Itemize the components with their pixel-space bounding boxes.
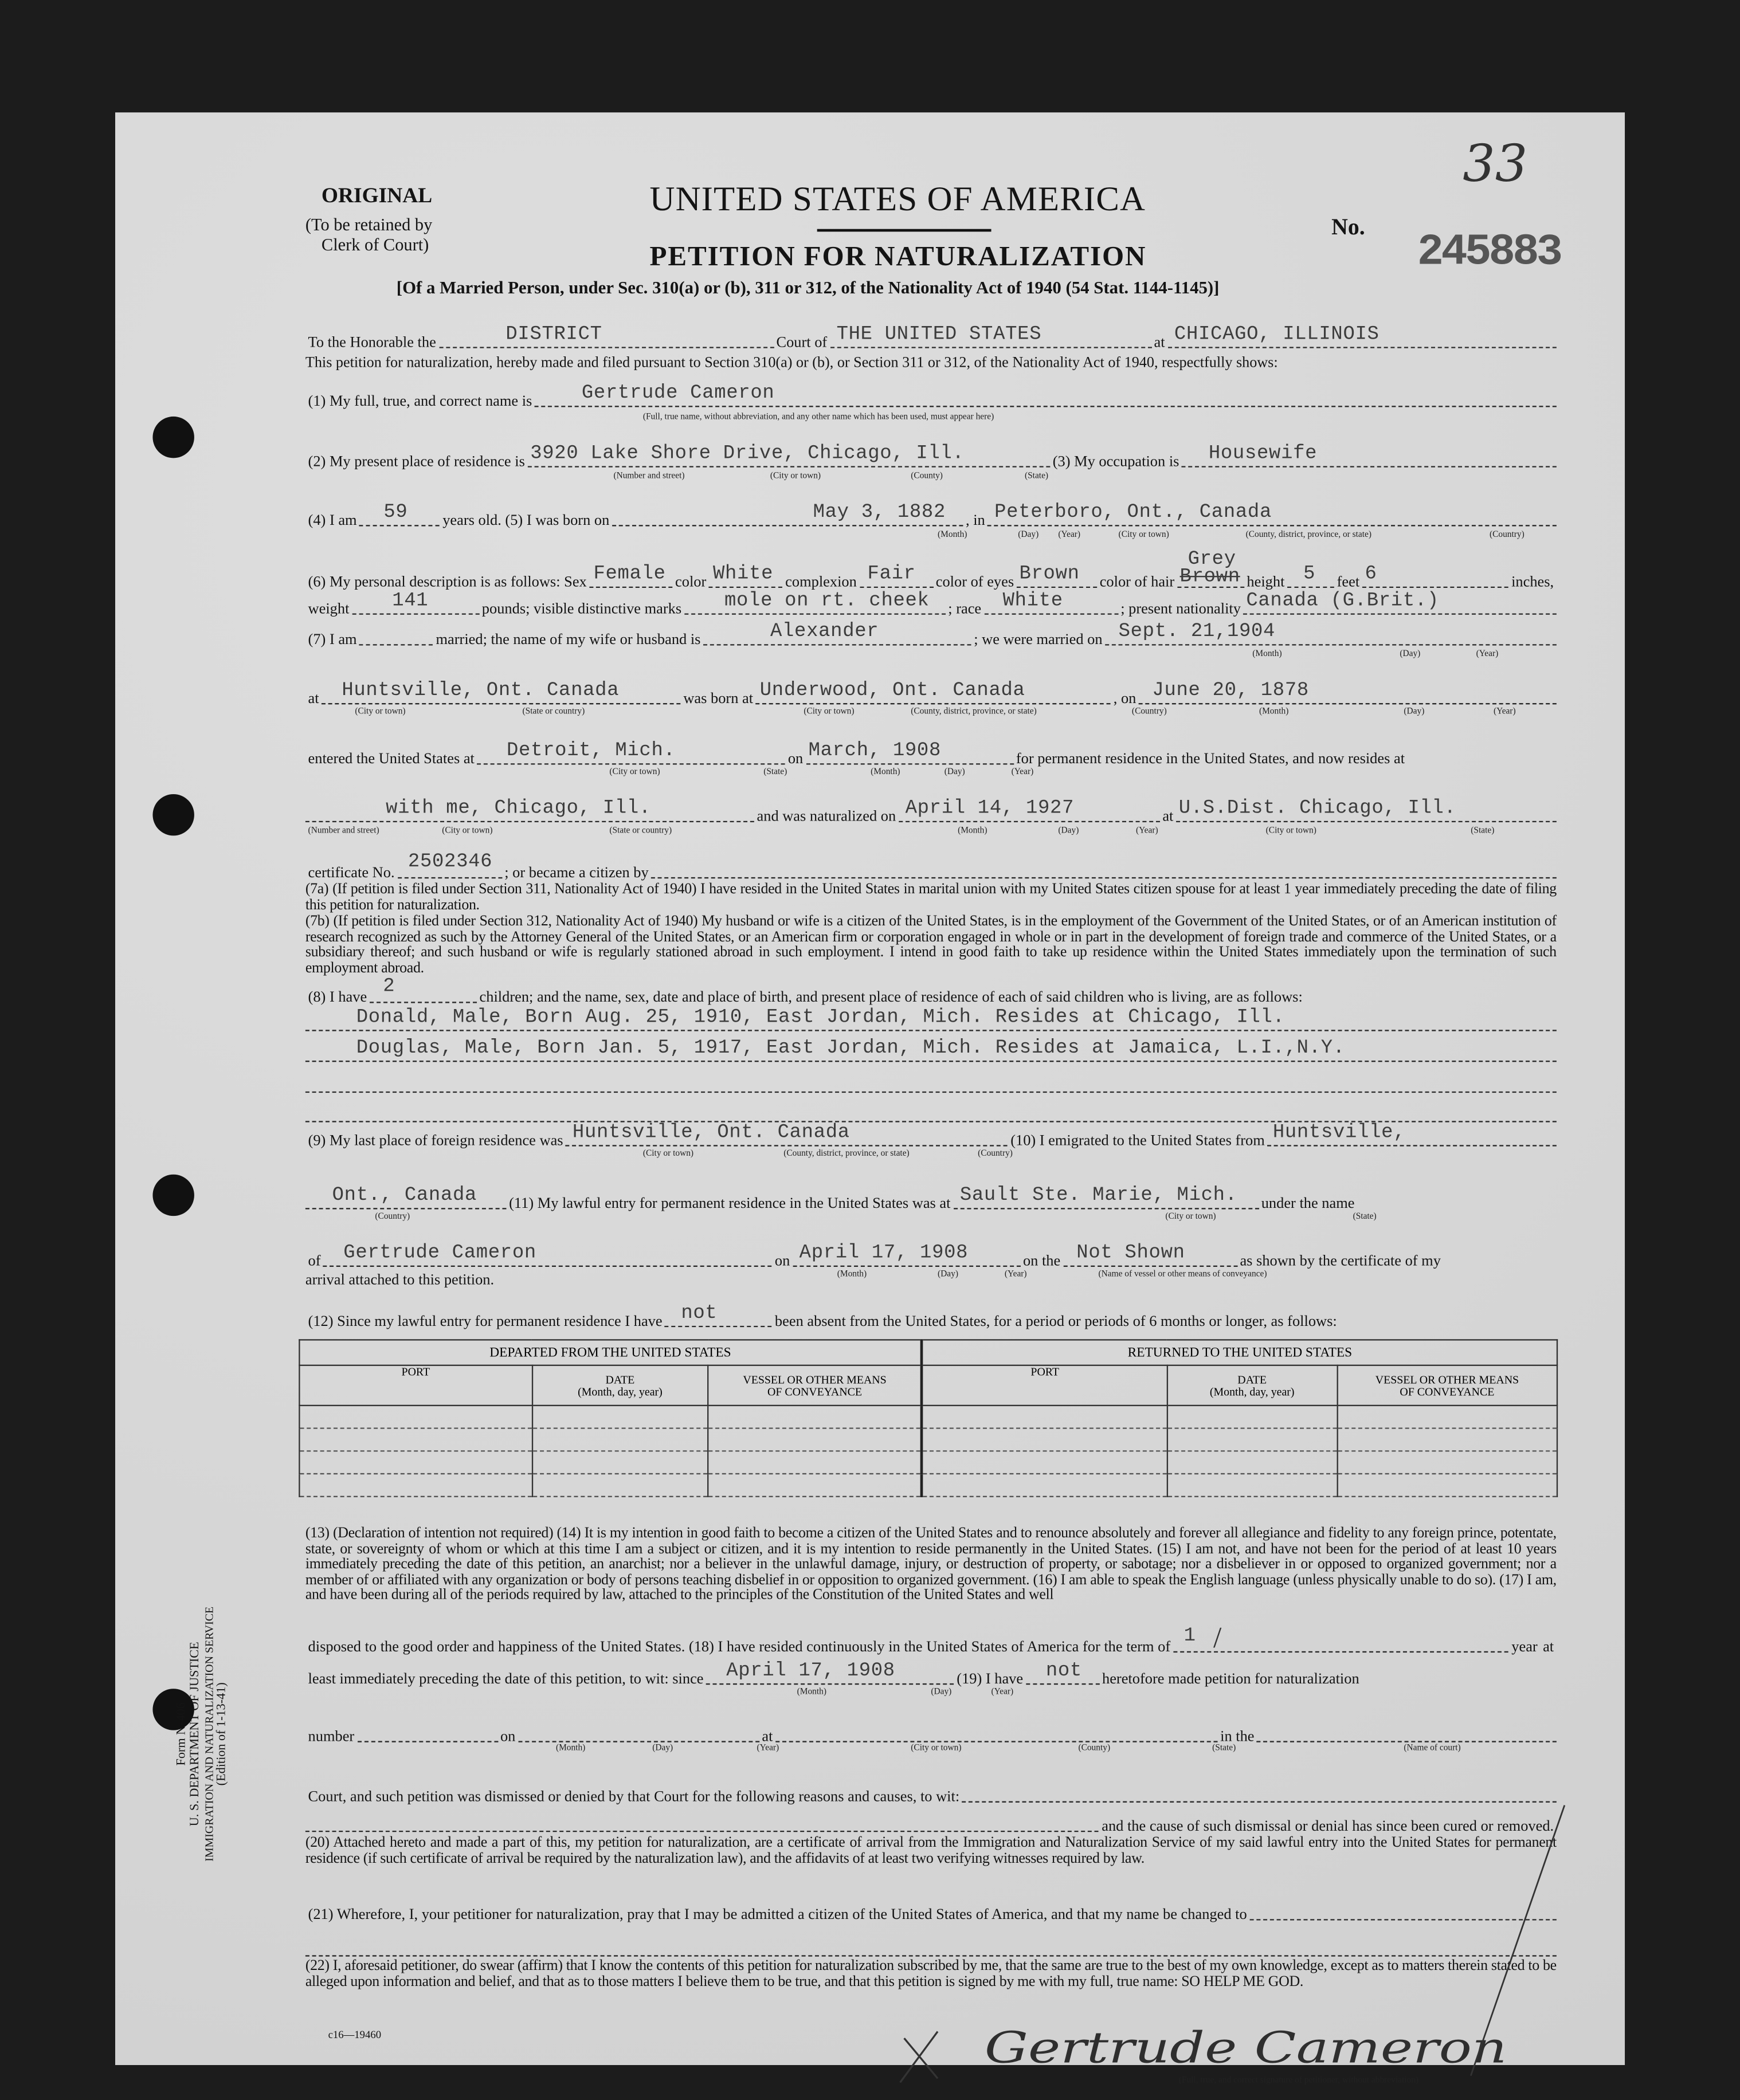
- dismissal-reason-continued-field[interactable]: [305, 1812, 1099, 1832]
- table-row: [299, 1451, 1557, 1474]
- value: Gertrude Cameron: [343, 1242, 536, 1265]
- retained-note: Clerk of Court): [321, 234, 429, 255]
- retained-note: (To be retained by: [305, 214, 433, 235]
- value: Huntsville,: [1272, 1122, 1406, 1144]
- label: disposed to the good order and happiness of the United States. (18) I have resided continuously in the United States of America for the term of: [308, 1639, 1171, 1655]
- value: with me, Chicago, Ill.: [386, 798, 651, 820]
- label: (21) Wherefore, I, your petitioner for naturalization, pray that I may be admitted a citizen of the United States of America, and that my name be changed to: [308, 1907, 1247, 1924]
- value: Peterboro, Ont., Canada: [994, 502, 1272, 524]
- age-birth-row: [305, 502, 1557, 529]
- vessel-field[interactable]: [1063, 1242, 1237, 1267]
- prior-court-field[interactable]: [1257, 1722, 1557, 1742]
- weight-field[interactable]: [352, 590, 479, 615]
- form-identification: [175, 1607, 229, 1862]
- caption: (State): [1024, 471, 1049, 481]
- court-of-field[interactable]: [830, 324, 1151, 348]
- absent-field[interactable]: [665, 1303, 772, 1327]
- value: June 20, 1878: [1152, 680, 1309, 702]
- birth-place-field[interactable]: [987, 502, 1556, 526]
- height-inches-field[interactable]: [1362, 563, 1509, 588]
- entry-date-field[interactable]: [793, 1242, 1020, 1267]
- label: (Month, day, year): [1209, 1384, 1295, 1398]
- label: OF CONVEYANCE: [767, 1384, 863, 1398]
- caption: (City or town): [355, 707, 406, 717]
- label: Court of: [776, 335, 828, 351]
- label: (9) My last place of foreign residence was: [308, 1133, 563, 1149]
- caption: (Day): [1058, 826, 1079, 836]
- caption: (Day): [944, 767, 965, 777]
- signature-x-mark: [900, 2032, 938, 2083]
- caption: (Name of court): [1404, 1744, 1461, 1753]
- table-row: [299, 1428, 1557, 1451]
- punch-hole: [152, 417, 194, 458]
- label: on: [787, 751, 804, 768]
- child-row: [305, 1101, 1557, 1125]
- label: at: [1162, 808, 1174, 825]
- label: color of hair: [1099, 574, 1175, 591]
- eyes-field[interactable]: [1017, 563, 1097, 588]
- caption: (Year): [757, 1744, 779, 1753]
- child-field[interactable]: [305, 1007, 1557, 1031]
- value: THE UNITED STATES: [836, 324, 1042, 346]
- occupation-field[interactable]: [1182, 443, 1557, 468]
- spouse-entry-place-field[interactable]: [477, 740, 786, 764]
- child-row: [305, 1007, 1557, 1034]
- child-field[interactable]: [305, 1102, 1557, 1122]
- label: children; and the name, sex, date and place of birth, and present place of residence of each of said children who is living, are as follows:: [479, 990, 1303, 1006]
- col-port: PORT: [922, 1365, 1167, 1406]
- label: ; or became a citizen by: [504, 865, 649, 881]
- race-field[interactable]: [984, 590, 1118, 615]
- number-label: No.: [1331, 214, 1365, 240]
- value: 2502346: [407, 851, 493, 873]
- caption: (City or town): [1165, 1212, 1216, 1222]
- label: To the Honorable the: [308, 335, 436, 351]
- married-field[interactable]: [359, 625, 433, 645]
- value: 59: [383, 502, 408, 524]
- value: not: [681, 1303, 718, 1325]
- label: (11) My lawful entry for permanent residence in the United States was at: [509, 1196, 951, 1212]
- caption: (State): [763, 767, 787, 777]
- entry-place-field[interactable]: [953, 1185, 1259, 1209]
- value: Donald, Male, Born Aug. 25, 1910, East Jordan, Mich. Resides at Chicago, Ill.: [356, 1007, 1285, 1029]
- caption: (County): [1078, 1744, 1111, 1753]
- naturalized-date-field[interactable]: [899, 798, 1160, 822]
- value: Detroit, Mich.: [507, 740, 676, 762]
- caption: (Year): [1476, 649, 1499, 659]
- value: White: [1002, 590, 1063, 613]
- spouse-residence-row: [305, 798, 1557, 825]
- prior-place-field[interactable]: [775, 1722, 1217, 1742]
- label: (6) My personal description is as follows: Sex: [308, 574, 587, 591]
- label: year: [1511, 1639, 1538, 1655]
- absence-table: [299, 1339, 1558, 1497]
- child-field[interactable]: [305, 1073, 1557, 1093]
- foreign-residence-field[interactable]: [566, 1122, 1008, 1147]
- certificate-field[interactable]: [397, 851, 501, 878]
- label: (8) I have: [308, 990, 367, 1006]
- label: (Month, day, year): [578, 1384, 663, 1398]
- entry-name-field[interactable]: [323, 1242, 772, 1267]
- caption: (Full, true name, without abbreviation, and any other name which has been used, must appear here): [642, 412, 994, 422]
- label: VESSEL OR OTHER MEANS: [1375, 1372, 1519, 1385]
- caption: (Day): [1400, 649, 1421, 659]
- caption: (Year): [1004, 1269, 1027, 1279]
- term-field[interactable]: [1173, 1620, 1509, 1654]
- label: height: [1247, 574, 1285, 591]
- court-row: [305, 324, 1557, 351]
- name-change-continued-row: [305, 1935, 1557, 1959]
- label: ; we were married on: [974, 632, 1103, 649]
- entry-name-row: [305, 1242, 1557, 1270]
- label: VESSEL OR OTHER MEANS: [743, 1372, 887, 1385]
- label: (1) My full, true, and correct name is: [308, 394, 532, 410]
- service: IMMIGRATION AND NATURALIZATION SERVICE: [202, 1606, 216, 1862]
- label: certificate No.: [308, 865, 395, 881]
- residence-term-row: [305, 1620, 1557, 1655]
- caption: (County, district, province, or state): [911, 707, 1037, 717]
- label: on: [774, 1253, 790, 1270]
- label: of: [308, 1253, 321, 1270]
- value: Female: [593, 563, 666, 586]
- label: , on: [1113, 690, 1137, 708]
- label: OF CONVEYANCE: [1400, 1384, 1495, 1398]
- value: Douglas, Male, Born Jan. 5, 1917, East Jordan, Mich. Resides at Jamaica, L.I.,N.Y.: [356, 1038, 1345, 1059]
- residence-row: [305, 443, 1557, 470]
- label: in the: [1220, 1729, 1255, 1745]
- caption: (Day): [1018, 530, 1039, 540]
- dismissal-row: [305, 1781, 1557, 1805]
- caption: (County): [911, 471, 943, 481]
- form-number: Form N-406: [175, 1702, 189, 1766]
- label: heretofore made petition for naturalization: [1102, 1671, 1359, 1687]
- items-13-17: (13) (Declaration of intention not required) (14) It is my intention in good faith to become a citizen of the United States and to renounce absolutely and forever all allegiance and fidelity to any foreign prince, potentate, state, or sovereignty of whom or which at this time I am a subject or citizen, and it is my intention to reside permanently in the United States. (15) I am not, and have not been for the period of at least 10 years immediately preceding the date of this petition, an anarchist; nor a believer in the unlawful damage, injury, or destruction of property, or sabotage; nor a disbeliever in or opposed to organized government; nor a member of or affiliated with any organization or body of persons teaching disbelief in or opposition to organized government. (16) I am able to speak the English language (unless physically unable to do so). (17) I am, and have been during all of the periods required by law, attached to the principles of the Constitution of the United States and well: [305, 1525, 1557, 1604]
- value: May 3, 1882: [813, 502, 946, 524]
- table-row: [299, 1406, 1557, 1428]
- handwritten-slash: /: [1213, 1620, 1222, 1654]
- value: CHICAGO, ILLINOIS: [1174, 324, 1380, 346]
- item-7b: (7b) (If petition is filed under Section 312, Nationality Act of 1940) My husband or wife is a citizen of the United States, is in the employment of the Government of the United States, or of an American institution of research recognized as such by the Attorney General of the United States, or an American firm or corporation engaged in whole or in part in the development of foreign trade and commerce of the United States, or a subsidiary thereof; and such husband or wife is regularly stationed abroad in such employment. I intend in good faith to take up residence within the United States immediately upon the termination of such employment abroad.: [305, 913, 1557, 976]
- caption: (State): [1212, 1744, 1236, 1753]
- residence-field[interactable]: [528, 443, 1051, 468]
- punch-hole: [152, 1175, 194, 1216]
- document-title: UNITED STATES OF AMERICA: [649, 179, 1146, 218]
- caption: (City or town): [1118, 530, 1169, 540]
- absence-row: [305, 1303, 1557, 1330]
- value: Sault Ste. Marie, Mich.: [959, 1185, 1237, 1207]
- caption: (City or town): [804, 707, 855, 717]
- spouse-birthplace-field[interactable]: [756, 680, 1111, 704]
- label: under the name: [1261, 1196, 1355, 1212]
- caption: (Month): [1252, 649, 1282, 659]
- certificate-row: [305, 851, 1557, 881]
- divider: [817, 229, 992, 232]
- caption: (Month): [1259, 707, 1289, 717]
- label: inches,: [1511, 574, 1554, 591]
- value: Huntsville, Ont. Canada: [342, 680, 620, 702]
- name-change-continued-field[interactable]: [305, 1937, 1557, 1957]
- birth-date-field[interactable]: [612, 502, 963, 526]
- prior-petition-row: [305, 1721, 1557, 1745]
- value: 1: [1183, 1626, 1196, 1647]
- child-row: [305, 1038, 1557, 1065]
- label: weight: [308, 601, 350, 618]
- caption: (Year): [1058, 530, 1081, 540]
- caption: (Month): [938, 530, 967, 540]
- entry-row: [305, 1185, 1557, 1212]
- caption: (Month): [871, 767, 900, 777]
- label: (12) Since my lawful entry for permanent residence I have: [308, 1313, 663, 1330]
- label: least immediately preceding the date of this petition, to wit: since: [308, 1671, 704, 1687]
- item-7a: (7a) (If petition is filed under Section 311, Nationality Act of 1940) I have resided in the United States in marital union with my United States citizen spouse for at least 1 year immediately preceding the date of filing this petition for naturalization.: [305, 881, 1557, 913]
- caption: (Country): [1131, 707, 1167, 717]
- caption: (Day): [931, 1687, 952, 1697]
- label: entered the United States at: [308, 751, 475, 768]
- col-port: PORT: [299, 1365, 532, 1406]
- value: mole on rt. cheek: [724, 590, 930, 613]
- value: Sept. 21,1904: [1118, 621, 1276, 643]
- caption: (Country): [375, 1212, 410, 1222]
- value: 5: [1303, 563, 1316, 586]
- value: Ont., Canada: [332, 1185, 477, 1207]
- edition: (Edition of 1-13-41): [215, 1682, 229, 1786]
- spouse-name-field[interactable]: [703, 621, 971, 645]
- col-date: [1167, 1365, 1337, 1406]
- value: not: [1045, 1661, 1082, 1682]
- citizen-by-field[interactable]: [651, 858, 1556, 878]
- page-mark: 33: [1463, 134, 1528, 193]
- caption: (Number and street): [613, 471, 685, 481]
- value: Alexander: [770, 621, 879, 643]
- prior-number-field[interactable]: [357, 1722, 497, 1742]
- label: Court, and such petition was dismissed or denied by that Court for the following reasons and causes, to wit:: [308, 1789, 960, 1805]
- court-type-field[interactable]: [439, 324, 774, 348]
- age-field[interactable]: [359, 502, 440, 526]
- value: 3920 Lake Shore Drive, Chicago, Ill.: [530, 443, 965, 465]
- value: Housewife: [1208, 443, 1318, 465]
- table-row: [299, 1474, 1557, 1497]
- label: been absent from the United States, for a period or periods of 6 months or longer, as follows:: [774, 1313, 1337, 1330]
- signature-text: Gertrude Cameron: [984, 2023, 1507, 2073]
- caption: (Country): [1489, 530, 1525, 540]
- caption: (Year): [991, 1687, 1014, 1697]
- caption: (City or town): [609, 767, 660, 777]
- caption: (Year): [1135, 826, 1158, 836]
- value: April 17, 1908: [799, 1242, 969, 1265]
- caption: (Day): [1404, 707, 1425, 717]
- full-name-field[interactable]: [535, 383, 1557, 407]
- caption: (State or country): [522, 707, 585, 717]
- document-subtitle: PETITION FOR NATURALIZATION: [649, 240, 1147, 272]
- caption: (City or town): [911, 1744, 962, 1753]
- hair-field[interactable]: [1177, 549, 1244, 588]
- departed-header: DEPARTED FROM THE UNITED STATES: [299, 1340, 922, 1365]
- signature-caption: (Full, true, and correct signature of petitioner, without abbreviation): [1178, 2075, 1419, 2086]
- caption: (Name of vessel or other means of conveyance): [1098, 1269, 1267, 1279]
- value: DISTRICT: [505, 324, 602, 346]
- value: Grey: [1188, 549, 1236, 571]
- since-field[interactable]: [706, 1661, 954, 1685]
- label: DATE: [605, 1372, 635, 1385]
- returned-header: RETURNED TO THE UNITED STATES: [922, 1340, 1557, 1365]
- value: April 17, 1908: [726, 1661, 895, 1682]
- caption: (Day): [938, 1269, 959, 1279]
- col-vessel: [708, 1365, 922, 1406]
- caption: (Day): [652, 1744, 673, 1753]
- court-location-field[interactable]: [1167, 324, 1557, 348]
- value: Canada (G.Brit.): [1246, 590, 1439, 613]
- label: feet: [1337, 574, 1360, 591]
- value: 6: [1365, 563, 1377, 586]
- children-count-field[interactable]: [370, 976, 477, 1003]
- label: at: [308, 690, 319, 708]
- value: 2: [383, 976, 395, 998]
- label: at: [762, 1729, 773, 1745]
- prior-date-field[interactable]: [518, 1722, 759, 1742]
- caption: (State or country): [609, 826, 672, 836]
- value: March, 1908: [808, 740, 941, 762]
- label: as shown by the certificate of my: [1240, 1253, 1441, 1270]
- spouse-entry-date-field[interactable]: [806, 740, 1013, 764]
- caption: (State): [1471, 826, 1495, 836]
- caption: (Month): [555, 1744, 586, 1753]
- prior-petition-field[interactable]: [1026, 1661, 1100, 1685]
- label: for permanent residence in the United States, and now resides at: [1016, 751, 1405, 768]
- label: color: [675, 574, 707, 591]
- value: Huntsville, Ont. Canada: [572, 1122, 850, 1144]
- label: (4) I am: [308, 513, 357, 529]
- caption: (City or town): [442, 826, 493, 836]
- original-label: ORIGINAL: [321, 185, 433, 208]
- caption: (City or town): [1265, 826, 1316, 836]
- label: on the: [1022, 1253, 1061, 1270]
- caption: (State): [1353, 1212, 1377, 1222]
- dismissal-cured-row: [305, 1811, 1557, 1835]
- caption: (City or town): [642, 1149, 694, 1159]
- emigrated-from-continued-field[interactable]: [305, 1185, 507, 1209]
- caption: (Month): [797, 1687, 827, 1697]
- value: Underwood, Ont. Canada: [759, 680, 1025, 702]
- name-row: [305, 383, 1557, 410]
- since-row: [305, 1663, 1557, 1687]
- caption: (County, district, province, or state): [1245, 530, 1372, 540]
- punch-hole: [152, 794, 194, 835]
- label: was born at: [683, 690, 754, 708]
- complexion-field[interactable]: [860, 563, 934, 588]
- label: married; the name of my wife or husband is: [436, 632, 701, 649]
- cancellation-stroke: [1447, 1795, 1581, 2089]
- label: at: [1154, 335, 1165, 351]
- sex-field[interactable]: [589, 563, 672, 588]
- intro-text: This petition for naturalization, hereby made and filed pursuant to Section 310(a) or (b), or Section 311 or 312, of the Nationality Act of 1940, respectfully shows:: [305, 355, 1278, 371]
- item-22: (22) I, aforesaid petitioner, do swear (affirm) that I know the contents of this petition for naturalization subscribed by me, that the same are true to the best of my own knowledge, except as to matters therein stated to be alleged upon information and belief, and that as to those matters I believe them to be true, and that this petition is signed by me with my full, true name: SO HELP ME GOD.: [305, 1957, 1557, 1990]
- spouse-birth-row: [305, 680, 1557, 708]
- label: and the cause of such dismissal or denial has since been cured or removed.: [1102, 1818, 1554, 1835]
- child-field[interactable]: [305, 1038, 1557, 1062]
- label: (3) My occupation is: [1052, 454, 1179, 470]
- label: (10) I emigrated to the United States from: [1010, 1133, 1265, 1149]
- value: Brown: [1019, 563, 1080, 586]
- marks-field[interactable]: [684, 590, 946, 615]
- statute-reference: [Of a Married Person, under Sec. 310(a) or (b), 311 or 312, of the Nationality Act of 1940 (54 Stat. 1144-1145)]: [396, 277, 1220, 297]
- marriage-row: [305, 621, 1557, 649]
- print-code: c16—19460: [328, 2028, 382, 2041]
- caption: (County, district, province, or state): [783, 1149, 910, 1159]
- description-row: [305, 549, 1557, 591]
- emigrated-from-field[interactable]: [1267, 1122, 1556, 1147]
- value: Gertrude Cameron: [581, 383, 775, 405]
- name-change-row: [305, 1899, 1557, 1923]
- label: DATE: [1237, 1372, 1267, 1385]
- label: (19) I have: [957, 1671, 1024, 1687]
- arrival-text: arrival attached to this petition.: [305, 1272, 495, 1289]
- nationality-field[interactable]: [1244, 590, 1557, 615]
- caption: (Month): [958, 826, 987, 836]
- label: at: [1543, 1639, 1554, 1655]
- foreign-residence-row: [305, 1122, 1557, 1149]
- value: April 14, 1927: [905, 798, 1075, 820]
- value: U.S.Dist. Chicago, Ill.: [1178, 798, 1456, 820]
- label: complexion: [785, 574, 857, 591]
- caption: (City or town): [770, 471, 821, 481]
- label: on: [500, 1729, 516, 1745]
- caption: (Month): [837, 1269, 867, 1279]
- col-date: [532, 1365, 708, 1406]
- value: Fair: [867, 563, 916, 586]
- child-row: [305, 1071, 1557, 1096]
- col-vessel: [1337, 1365, 1557, 1406]
- marriage-place-field[interactable]: [322, 680, 680, 704]
- label: (7) I am: [308, 632, 357, 649]
- spouse-residence-field[interactable]: [305, 798, 754, 822]
- caption: (Year): [1493, 707, 1516, 717]
- value: Not Shown: [1076, 1242, 1185, 1265]
- label: color of eyes: [935, 574, 1014, 591]
- label: pounds; visible distinctive marks: [481, 601, 682, 618]
- label: (2) My present place of residence is: [308, 454, 525, 470]
- spouse-birthdate-field[interactable]: [1139, 680, 1557, 704]
- label: ; present nationality: [1120, 601, 1241, 618]
- children-row: [305, 976, 1557, 1006]
- label: number: [308, 1729, 355, 1745]
- label: years old. (5) I was born on: [442, 513, 610, 529]
- caption: (Country): [978, 1149, 1013, 1159]
- value: 141: [392, 590, 429, 613]
- label: , in: [966, 513, 985, 529]
- petition-number: 245883: [1417, 227, 1561, 277]
- value: White: [712, 563, 774, 586]
- spouse-entry-row: [305, 740, 1557, 768]
- height-feet-field[interactable]: [1287, 563, 1334, 588]
- label: and was naturalized on: [757, 808, 896, 825]
- marriage-date-field[interactable]: [1105, 621, 1557, 645]
- label: ; race: [948, 601, 982, 618]
- caption: (Number and street): [308, 826, 379, 836]
- struck-value: Brown: [1179, 566, 1240, 588]
- item-20: (20) Attached hereto and made a part of this, my petition for naturalization, are a certificate of arrival from the Immigration and Naturalization Service of my said lawful entry into the United States for permanent residence (if such certificate of arrival be required by the naturalization law), and the affidavits of at least two verifying witnesses required by law.: [305, 1834, 1557, 1867]
- color-field[interactable]: [709, 563, 783, 588]
- department: U. S. DEPARTMENT OF JUSTICE: [189, 1642, 202, 1827]
- caption: (Year): [1011, 767, 1034, 777]
- weight-row: [305, 590, 1557, 618]
- naturalized-place-field[interactable]: [1176, 798, 1557, 822]
